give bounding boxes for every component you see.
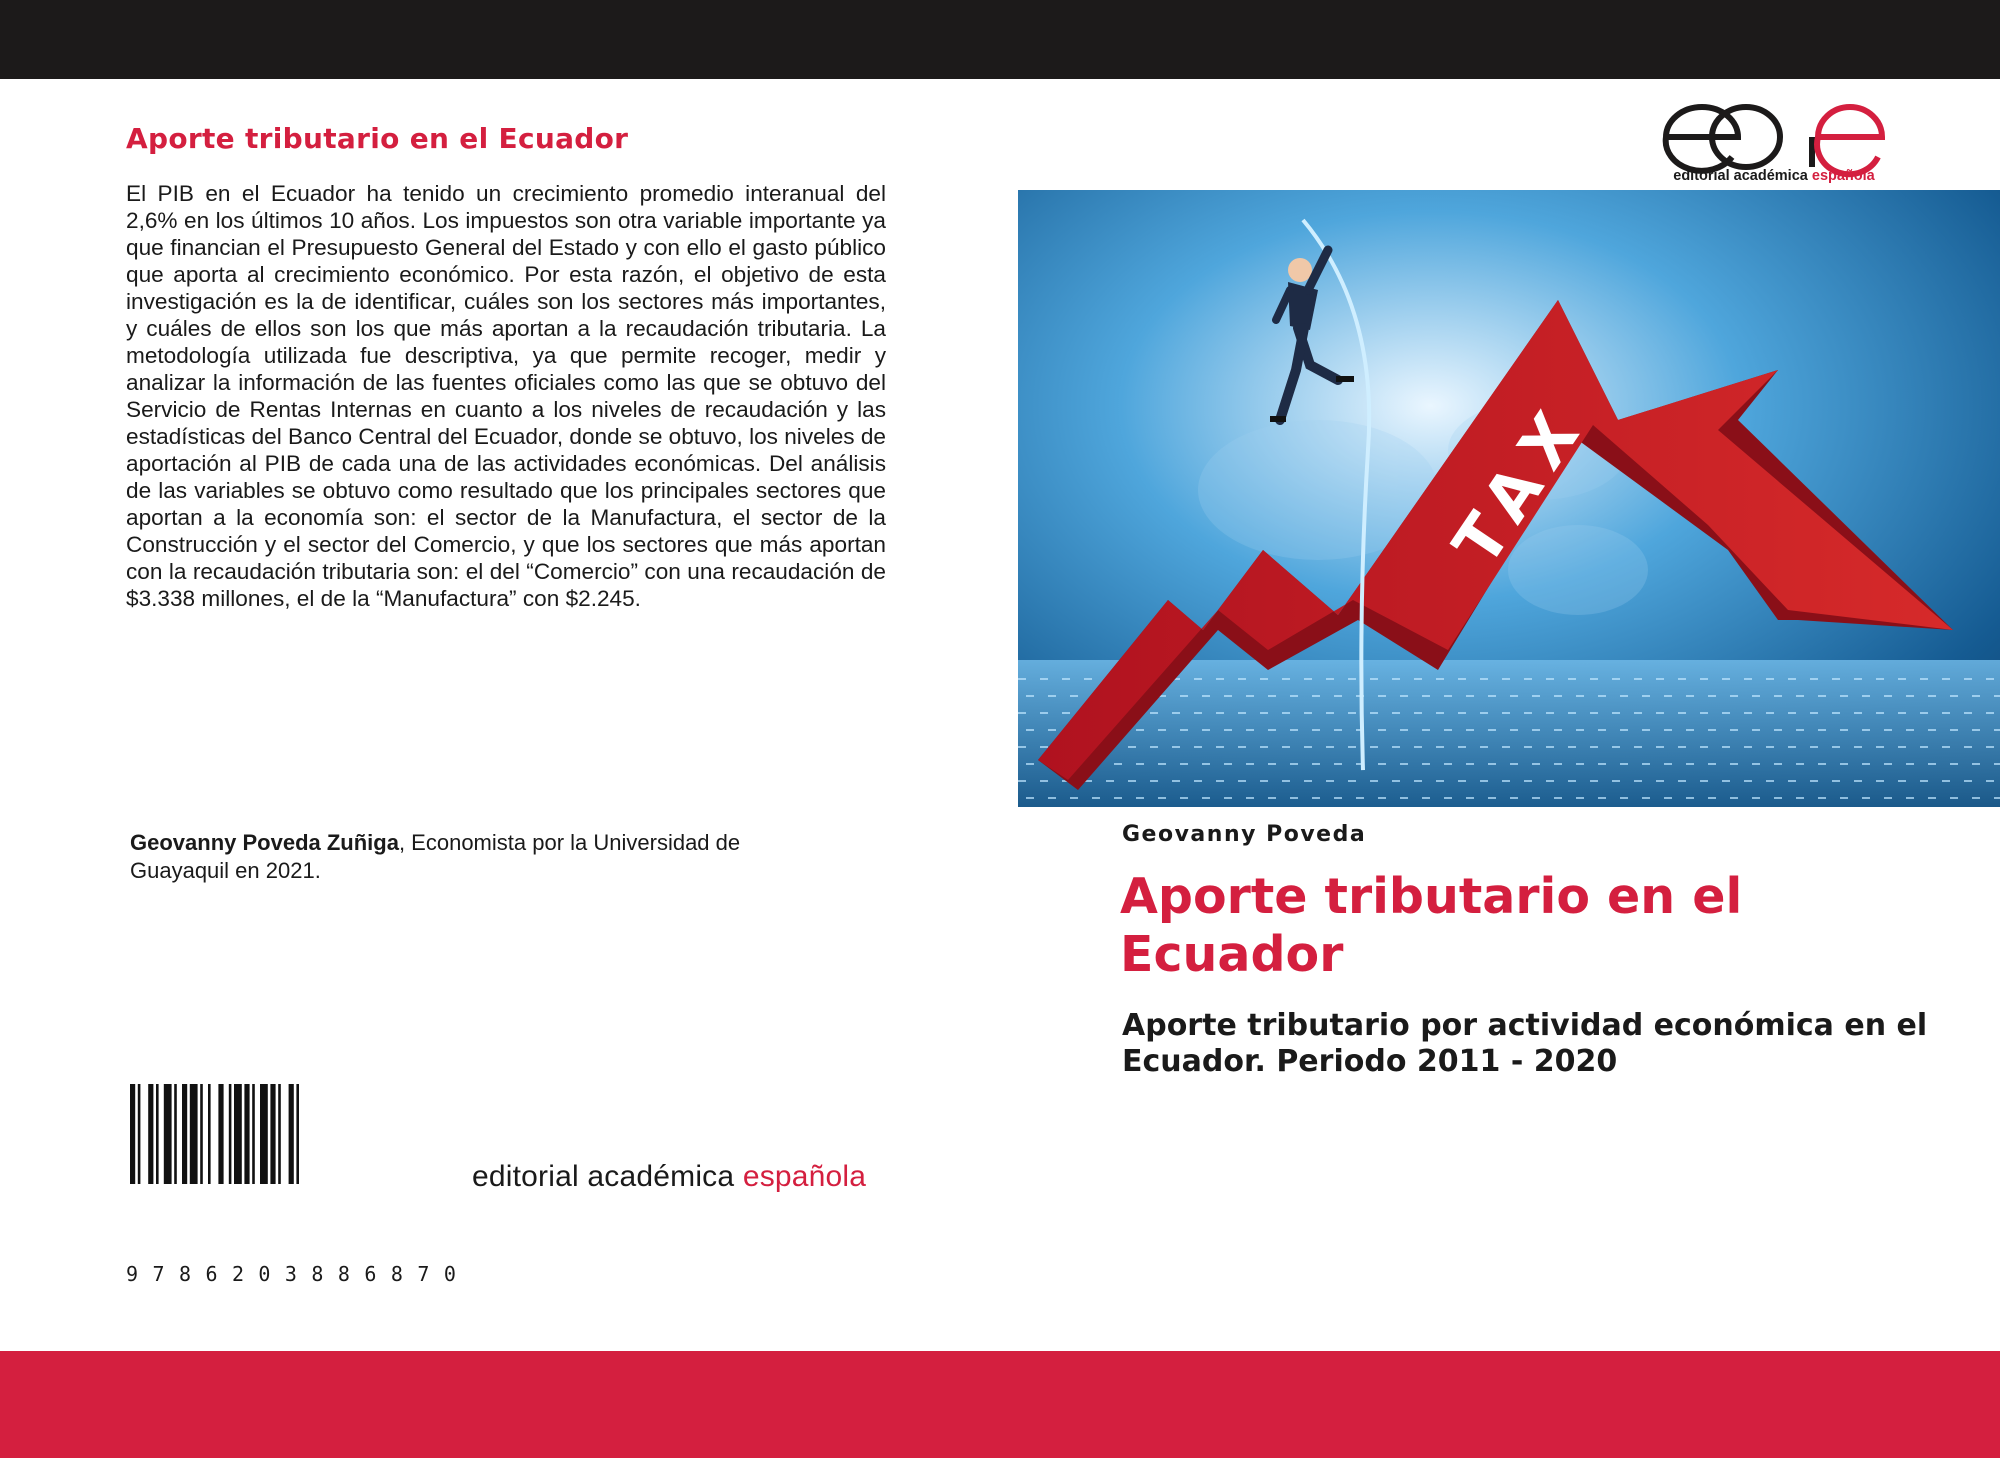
barcode-digit: 0 [258,1262,271,1286]
front-author: Geovanny Poveda [1122,822,1367,847]
barcode-digit: 8 [390,1262,403,1286]
publisher-name [472,1160,866,1194]
barcode-digit: 8 [178,1262,192,1286]
barcode [130,1084,452,1184]
bottom-band [0,1351,2000,1458]
front-subtitle-line1: Aporte tributario por actividad económica en el [1122,1008,1928,1043]
top-band [0,0,2000,79]
author-bio-text: , Economista por la Universidad de Guayaquil en 2021. [130,830,741,883]
front-subtitle [1122,1008,1942,1080]
barcode-digit: 6 [364,1262,377,1286]
logo-caption [1662,168,1886,184]
barcode-digit: 7 [152,1262,165,1286]
author-bio [130,829,830,885]
cover-illustration [1018,190,2000,807]
barcode-digit: 9 [126,1262,139,1286]
publisher-name-main: editorial académica [472,1160,743,1193]
barcode-digit: 6 [205,1262,218,1286]
front-subtitle-line2: Ecuador. Periodo 2011 - 2020 [1122,1044,1618,1079]
barcode-digit: 2 [231,1262,244,1286]
barcode-digit: 8 [311,1262,324,1286]
logo-caption-accent: española [1811,168,1875,184]
barcode-digit: 8 [337,1262,350,1286]
tax-label: TAX [1439,388,1602,579]
barcode-digit: 0 [443,1262,456,1286]
barcode-digit: 3 [284,1262,297,1286]
author-bio-name: Geovanny Poveda Zuñiga [130,830,399,855]
barcode-digits [126,1262,456,1286]
back-cover-blurb: El PIB en el Ecuador ha tenido un crecimiento promedio interanual del 2,6% en los últimos 10 años. Los impuestos son otra variable importante ya que financian el Presupuesto General del Estado y con ello el gasto público que aporta al crecimiento económico. Por esta razón, el objetivo de esta investigación es la de identificar, cuáles son los sectores más importantes, y cuáles de ellos son los que más aportan a la recaudación tributaria. La metodología utilizada fue descriptiva, ya que permite recoger, medir y analizar la información de las fuentes oficiales como las que se obtuvo del Servicio de Rentas Internas en cuanto a los niveles de recaudación y las estadísticas del Banco Central del Ecuador, donde se obtuvo, los niveles de aportación al PIB de cada una de las actividades económicas. Del análisis de las variables se obtuvo como resultado que los principales sectores que aportan a la economía son: el sector de la Manufactura, el sector de la Construcción y el sector del Comercio, y que los sectores que más aportan con la recaudación tributaria son: el del “Comercio” con una recaudación de $3.338 millones, el de la “Manufactura” con $2.245. [126,181,886,611]
barcode-digit: 7 [417,1262,430,1286]
logo-caption-main: editorial académica [1673,168,1812,184]
back-cover-title: Aporte tributario en el Ecuador [126,122,629,155]
front-title: Aporte tributario en el Ecuador [1120,868,1743,983]
publisher-name-accent: española [742,1160,867,1193]
